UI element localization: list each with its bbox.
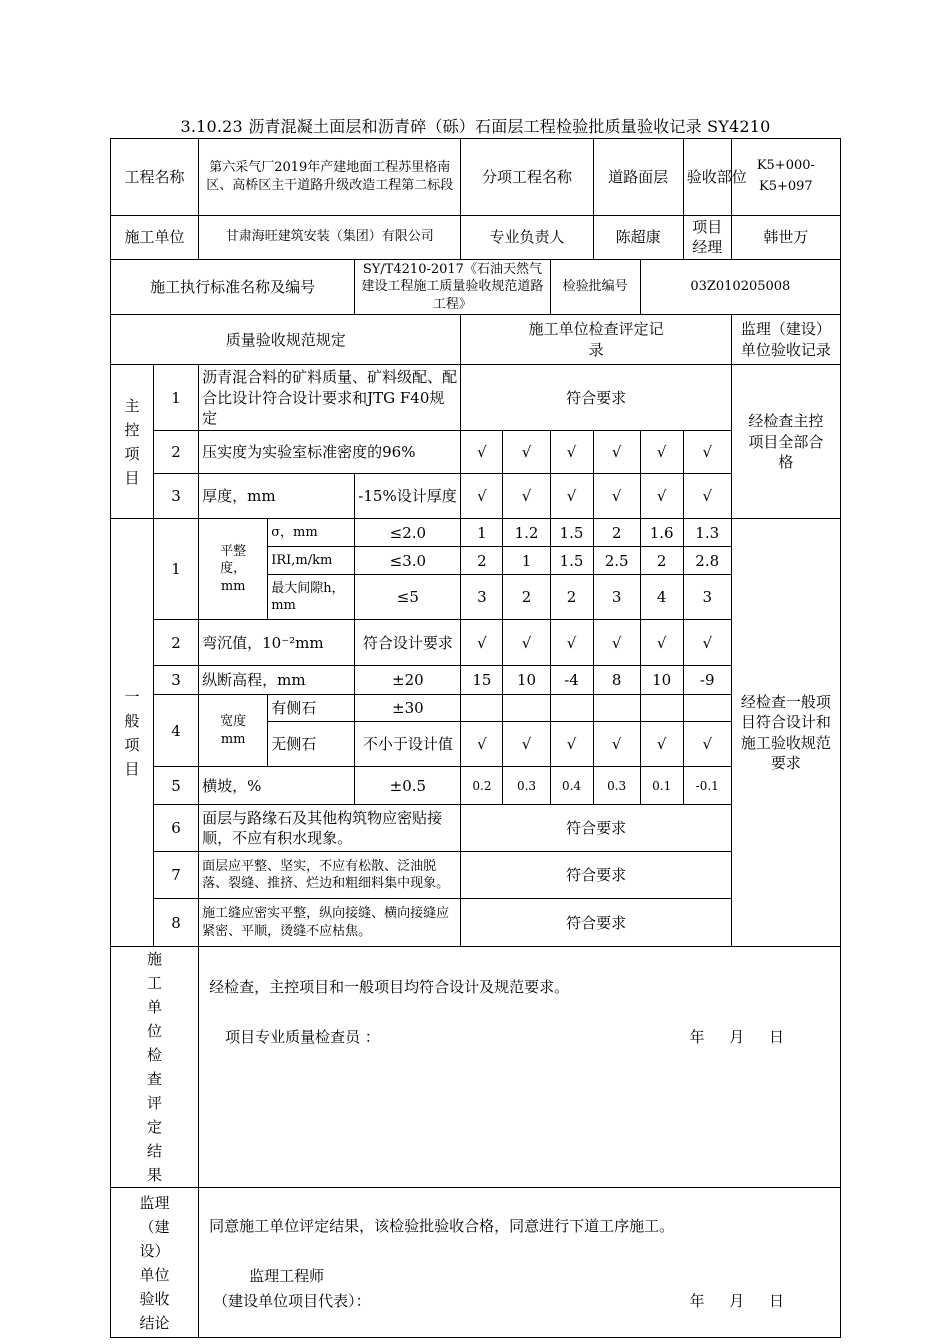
item-spec: ±0.5 [355, 767, 461, 805]
item-text: 弯沉值，10⁻²mm [199, 620, 355, 666]
item-no: 8 [154, 899, 199, 947]
item-no: 2 [154, 431, 199, 474]
item-no: 1 [154, 519, 199, 620]
item-no: 2 [154, 620, 199, 666]
item-text: 面层应平整、坚实，不应有松散、泛油脱落、裂缝、推挤、烂边和粗细料集中现象。 [199, 852, 461, 899]
item-no: 3 [154, 666, 199, 695]
value-cell [461, 695, 503, 722]
value-cell [683, 695, 731, 722]
value-cell: 15 [461, 666, 503, 695]
flatness-param: IRI,m/km [268, 547, 355, 575]
item-text: 厚度，mm [199, 474, 355, 519]
standard-label: 施工执行标准名称及编号 [111, 259, 355, 315]
item-spec: ±20 [355, 666, 461, 695]
width-param: 有侧石 [268, 695, 355, 722]
value-cell: 2 [550, 575, 593, 620]
value-cell: √ [683, 722, 731, 767]
value-cell: 3 [593, 575, 640, 620]
item-no: 5 [154, 767, 199, 805]
item-no: 7 [154, 852, 199, 899]
width-param: 无侧石 [268, 722, 355, 767]
width-spec: ±30 [355, 695, 461, 722]
flatness-label: 平整度，mm [199, 519, 268, 620]
contractor-signer: 项目专业质量检查员 ： [225, 1028, 380, 1047]
item-text: 横坡，% [199, 767, 355, 805]
batch-no-label: 检验批编号 [550, 259, 640, 315]
value-cell: 4 [640, 575, 683, 620]
value-cell: 1.3 [683, 519, 731, 547]
value-cell: 0.3 [503, 767, 550, 805]
item-result: 符合要求 [461, 899, 731, 947]
value-cell: 2.5 [593, 547, 640, 575]
flatness-param: σ，mm [268, 519, 355, 547]
supervisor-result-block [199, 1188, 841, 1338]
item-no: 1 [154, 365, 199, 431]
check-cell: √ [683, 431, 731, 474]
check-cell: √ [503, 474, 550, 519]
sub-project: 道路面层 [593, 139, 683, 216]
value-cell: 1 [461, 519, 503, 547]
check-cell: √ [683, 474, 731, 519]
contractor-result-block [199, 947, 841, 1188]
general-conclusion: 经检查一般项目符合设计和施工验收规范要求 [731, 519, 840, 947]
item-text: 面层与路缘石及其他构筑物应密贴接顺，不应有积水现象。 [199, 805, 461, 852]
flatness-spec: ≤2.0 [355, 519, 461, 547]
value-cell: -9 [683, 666, 731, 695]
page-title: 3.10.23 沥青混凝土面层和沥青碎（砾）石面层工程检验批质量验收记录 SY4210 [180, 117, 771, 136]
supervisor-result-text: 同意施工单位评定结果，该检验批验收合格，同意进行下道工序施工。 [209, 1217, 675, 1236]
tech-lead-label: 专业负责人 [461, 216, 593, 260]
value-cell: -4 [550, 666, 593, 695]
check-cell: √ [683, 620, 731, 666]
value-cell [550, 695, 593, 722]
value-cell: 0.4 [550, 767, 593, 805]
value-cell [593, 695, 640, 722]
value-cell [503, 695, 550, 722]
value-cell: √ [593, 722, 640, 767]
main-control-conclusion: 经检查主控项目全部合格 [731, 365, 840, 519]
check-cell: √ [461, 620, 503, 666]
item-spec: 符合设计要求 [355, 620, 461, 666]
contractor: 甘肃海旺建筑安装（集团）有限公司 [199, 216, 461, 260]
value-cell: 2.8 [683, 547, 731, 575]
value-cell: 1.5 [550, 547, 593, 575]
value-cell: √ [640, 722, 683, 767]
item-no: 4 [154, 695, 199, 767]
location-label: 验收部位 [683, 139, 731, 216]
supervisor-date: 年 月 日 [689, 1292, 784, 1311]
item-text: 施工缝应密实平整，纵向接缝、横向接缝应紧密、平顺，烫缝不应枯焦。 [199, 899, 461, 947]
value-cell: -0.1 [683, 767, 731, 805]
contractor-result-label: 施工单位检查评定结果 [111, 947, 199, 1188]
value-cell: 10 [503, 666, 550, 695]
check-cell: √ [461, 431, 503, 474]
sub-project-label: 分项工程名称 [461, 139, 593, 216]
standard: SY/T4210-2017《石油天然气建设工程施工质量验收规范道路工程》 [355, 259, 550, 315]
width-spec: 不小于设计值 [355, 722, 461, 767]
flatness-param: 最大间隙h，mm [268, 575, 355, 620]
item-text: 纵断高程，mm [199, 666, 355, 695]
value-cell: 3 [461, 575, 503, 620]
check-cell: √ [503, 431, 550, 474]
supervisor-result-label: 监理（建设）单位验收结论 [111, 1188, 199, 1338]
value-cell: 2 [503, 575, 550, 620]
check-cell: √ [593, 620, 640, 666]
contractor-label: 施工单位 [111, 216, 199, 260]
value-cell: 8 [593, 666, 640, 695]
spec-column-header: 质量验收规范规定 [111, 315, 461, 365]
check-cell: √ [550, 431, 593, 474]
value-cell: 2 [461, 547, 503, 575]
item-no: 3 [154, 474, 199, 519]
value-cell: 1.2 [503, 519, 550, 547]
pm: 韩世万 [731, 216, 840, 260]
supervisor-representative: （建设单位项目代表）： [213, 1292, 371, 1311]
value-cell: 2 [593, 519, 640, 547]
location: K5+000-K5+097 [731, 139, 840, 216]
item-text: 沥青混合料的矿料质量、矿料级配、配合比设计符合设计要求和JTG F40规定 [199, 365, 461, 431]
value-cell: 1.6 [640, 519, 683, 547]
value-cell [640, 695, 683, 722]
check-cell: √ [640, 431, 683, 474]
check-cell: √ [461, 474, 503, 519]
item-result: 符合要求 [461, 365, 731, 431]
value-cell: 1 [503, 547, 550, 575]
check-cell: √ [593, 474, 640, 519]
width-label: 宽度mm [199, 695, 268, 767]
value-cell: 0.3 [593, 767, 640, 805]
contractor-check-header: 施工单位检查评定记录 [461, 315, 731, 365]
value-cell: √ [503, 722, 550, 767]
pm-label: 项目经理 [683, 216, 731, 260]
main-control-label: 主控项目 [111, 365, 154, 519]
value-cell: √ [461, 722, 503, 767]
project-name-label: 工程名称 [111, 139, 199, 216]
project-name: 第六采气厂2019年产建地面工程苏里格南区、高桥区主干道路升级改造工程第二标段 [199, 139, 461, 216]
flatness-spec: ≤5 [355, 575, 461, 620]
value-cell: 2 [640, 547, 683, 575]
item-result: 符合要求 [461, 805, 731, 852]
check-cell: √ [593, 431, 640, 474]
item-spec: -15%设计厚度 [355, 474, 461, 519]
value-cell: 0.2 [461, 767, 503, 805]
item-text: 压实度为实验室标准密度的96% [199, 431, 461, 474]
flatness-spec: ≤3.0 [355, 547, 461, 575]
value-cell: 0.1 [640, 767, 683, 805]
check-cell: √ [503, 620, 550, 666]
supervisor-signer: 监理工程师 [249, 1267, 325, 1286]
tech-lead: 陈超康 [593, 216, 683, 260]
value-cell: 3 [683, 575, 731, 620]
item-no: 6 [154, 805, 199, 852]
contractor-date: 年 月 日 [689, 1028, 784, 1047]
contractor-result-text: 经检查，主控项目和一般项目均符合设计及规范要求。 [209, 978, 570, 997]
check-cell: √ [640, 474, 683, 519]
check-cell: √ [550, 474, 593, 519]
value-cell: √ [550, 722, 593, 767]
supervisor-header: 监理（建设）单位验收记录 [731, 315, 840, 365]
value-cell: 1.5 [550, 519, 593, 547]
general-label: 一般项目 [111, 519, 154, 947]
inspection-record-table [110, 138, 841, 1338]
batch-no: 03Z010205008 [640, 259, 840, 315]
item-result: 符合要求 [461, 852, 731, 899]
check-cell: √ [550, 620, 593, 666]
check-cell: √ [640, 620, 683, 666]
value-cell: 10 [640, 666, 683, 695]
